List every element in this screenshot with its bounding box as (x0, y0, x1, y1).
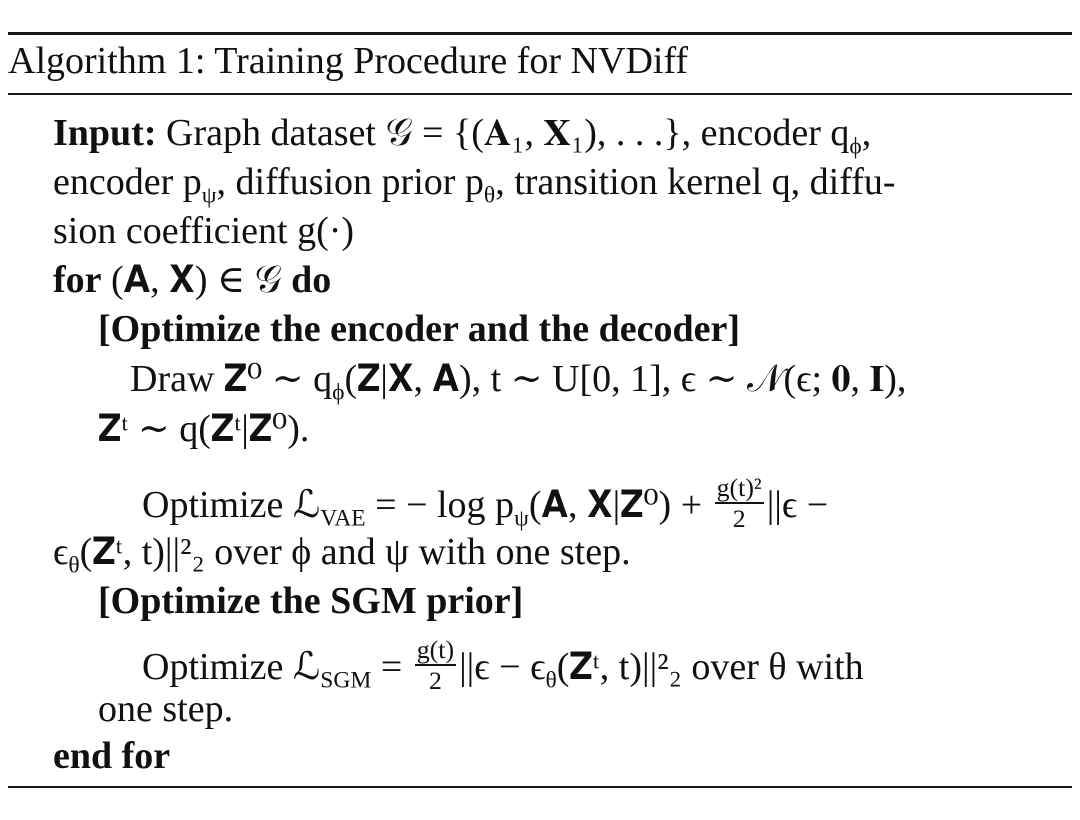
sgm-text-2: one step. (98, 688, 234, 730)
vae-subscript: VAE (320, 505, 366, 532)
sgm-text-b: = (371, 645, 412, 688)
sgm-text-c: ||ϵ − ϵ (459, 645, 546, 688)
sgm-text-d: (𝐙ᵗ, t)||²₂ over θ with (556, 645, 864, 688)
for-line (53, 261, 331, 299)
bottom-rule (8, 786, 1072, 788)
fraction-g-squared (715, 474, 764, 534)
phi-subscript: ϕ (332, 379, 345, 406)
vae-text-a: Optimize ℒ (142, 483, 321, 526)
do-keyword: do (291, 259, 332, 301)
sgm-text-a: Optimize ℒ (142, 645, 321, 688)
vae-text-2a: ϵ (53, 531, 69, 573)
vae-text-d: ||ϵ − (766, 483, 829, 526)
draw-text-2: 𝐙ᵗ ∼ q(𝐙ᵗ|𝐙⁰). (98, 408, 310, 450)
for-condition: (𝐀, 𝐗) ∈ 𝒢 (101, 259, 292, 301)
fraction-numerator: g(t)² (715, 474, 764, 504)
input-text-2c: , transition kernel q, diffu- (495, 161, 896, 203)
draw-text-1-end: (𝐙|𝐗, 𝐀), t ∼ U[0, 1], ϵ ∼ 𝒩(ϵ; 𝟎, 𝐈), (344, 358, 907, 400)
draw-line-1 (130, 358, 907, 406)
input-line-2 (53, 161, 896, 209)
vae-text-b: = − log p (365, 483, 515, 526)
end-for-keyword: end for (53, 735, 171, 777)
psi-subscript: ψ (201, 182, 217, 209)
input-text-3: sion coefficient g(·) (53, 210, 355, 252)
input-text-2b: , diffusion prior p (216, 161, 484, 203)
theta-subscript: θ (483, 182, 496, 209)
fraction-denominator: 2 (428, 666, 442, 696)
input-text-1: Graph dataset 𝒢 = {(𝐀₁, 𝐗₁), . . .}, encoder q (166, 112, 850, 154)
optimize-vae-line-1 (142, 473, 829, 538)
optimize-vae-line-2 (53, 531, 631, 579)
theta-subscript: θ (545, 667, 557, 694)
vae-text-c: (𝐀, 𝐗|𝐙⁰) + (528, 483, 712, 526)
top-rule (8, 32, 1072, 35)
algorithm-caption: Algorithm 1: Training Procedure for NVDiff (8, 40, 689, 82)
fraction-denominator: 2 (732, 504, 746, 534)
input-text-1-end: , (861, 112, 872, 154)
caption-rule (8, 93, 1072, 95)
fraction-numerator: g(t) (415, 636, 456, 666)
sgm-subscript: SGM (320, 667, 372, 694)
input-text-2a: encoder p (53, 161, 202, 203)
fraction-g (415, 636, 456, 696)
vae-text-2b: (𝐙ᵗ, t)||²₂ over ϕ and ψ with one step. (79, 531, 631, 573)
input-line-1 (53, 112, 872, 160)
section-heading-sgm-prior: [Optimize the SGM prior] (98, 580, 524, 622)
psi-subscript: ψ (514, 505, 529, 532)
theta-subscript: θ (68, 552, 80, 579)
input-line-3 (53, 212, 354, 250)
input-label: Input: (53, 112, 157, 154)
optimize-sgm-line-2 (98, 690, 233, 728)
section-heading-encoder-decoder: [Optimize the encoder and the decoder] (98, 308, 741, 350)
draw-text-1: Draw 𝐙⁰ ∼ q (130, 358, 333, 400)
phi-subscript: ϕ (849, 133, 862, 160)
for-keyword: for (53, 259, 102, 301)
optimize-sgm-line-1 (142, 635, 864, 700)
draw-line-2 (98, 410, 309, 448)
